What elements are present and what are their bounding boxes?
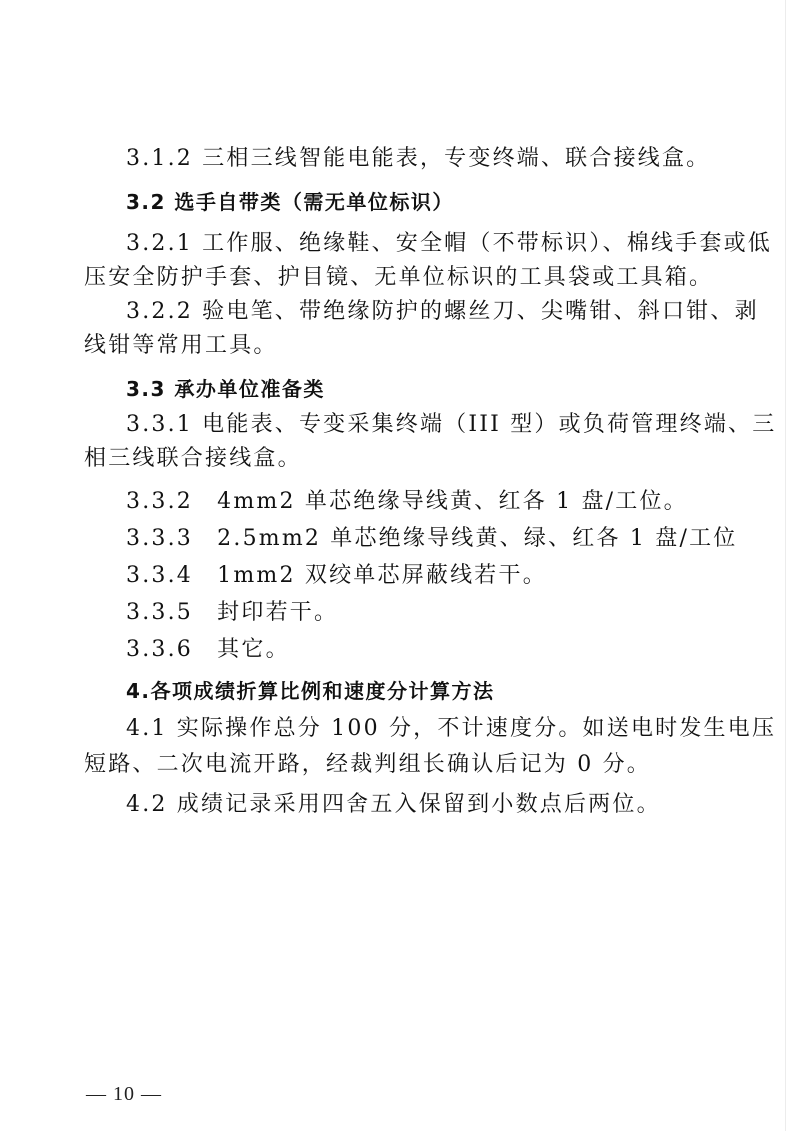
paragraph-3-2-1-line-1: 3.2.1 工作服、绝缘鞋、安全帽（不带标识）、棉线手套或低 — [126, 231, 772, 256]
paragraph-4-2: 4.2 成绩记录采用四舍五入保留到小数点后两位。 — [126, 792, 661, 817]
paragraph-3-2-1-line-2: 压安全防护手套、护目镜、无单位标识的工具袋或工具箱。 — [84, 265, 714, 290]
paragraph-3-3-1-line-1: 3.3.1 电能表、专变采集终端（III 型）或负荷管理终端、三 — [126, 412, 777, 437]
paragraph-3-2-2-line-2: 线钳等常用工具。 — [84, 333, 278, 358]
paragraph-4-1-line-1: 4.1 实际操作总分 100 分，不计速度分。如送电时发生电压 — [126, 716, 777, 741]
paragraph-4-1-line-2: 短路、二次电流开路，经裁判组长确认后记为 0 分。 — [84, 752, 651, 777]
section-heading-3-3: 3.3 承办单位准备类 — [126, 377, 325, 401]
section-heading-3-2: 3.2 选手自带类（需无单位标识） — [126, 190, 454, 214]
paragraph-3-2-2-line-1: 3.2.2 验电笔、带绝缘防护的螺丝刀、尖嘴钳、斜口钳、剥 — [126, 299, 759, 324]
paragraph-3-3-5: 3.3.5 封印若干。 — [126, 600, 339, 625]
section-heading-4: 4.各项成绩折算比例和速度分计算方法 — [126, 679, 495, 703]
scan-edge — [785, 0, 786, 1131]
paragraph-3-3-1-line-2: 相三线联合接线盒。 — [84, 446, 302, 471]
page-number: — 10 — — [86, 1083, 162, 1105]
paragraph-3-3-4: 3.3.4 1mm2 双绞单芯屏蔽线若干。 — [126, 563, 547, 588]
paragraph-3-1-2: 3.1.2 三相三线智能电能表，专变终端、联合接线盒。 — [126, 146, 711, 171]
paragraph-3-3-3: 3.3.3 2.5mm2 单芯绝缘导线黄、绿、红各 1 盘/工位 — [126, 526, 738, 551]
paragraph-3-3-6: 3.3.6 其它。 — [126, 637, 290, 662]
paragraph-3-3-2: 3.3.2 4mm2 单芯绝缘导线黄、红各 1 盘/工位。 — [126, 489, 688, 514]
